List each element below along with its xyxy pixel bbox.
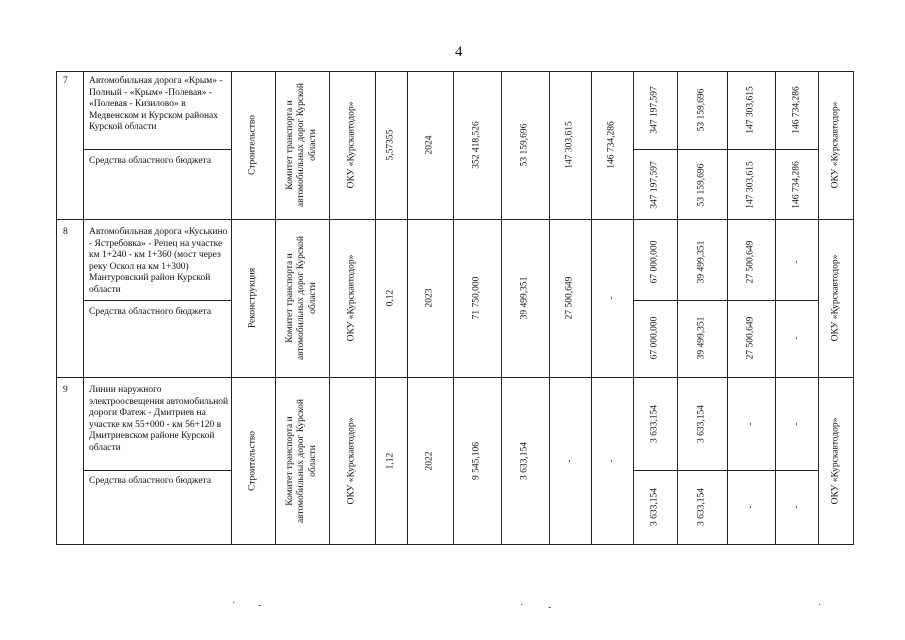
finance-y2-top: 147 303,615 — [745, 86, 756, 134]
finance-total-bottom: 67 000,000 — [649, 316, 660, 360]
work-type: Строительство — [247, 430, 258, 492]
value-2: 147 303,615 — [564, 121, 575, 169]
finance-y2-top: 27 500,649 — [745, 240, 756, 284]
owner: Комитет транспорта и автомобильных дорог Курской области — [284, 235, 318, 361]
finance-y2-bottom: - — [745, 505, 756, 509]
value-1: 39 499,351 — [519, 276, 530, 320]
finance-y3-top: 146 734,286 — [791, 86, 802, 134]
finance-total-top: 3 633,154 — [649, 405, 660, 443]
finance-y3-bottom: 146 734,286 — [791, 161, 802, 209]
finance-y1-top: 39 499,351 — [696, 240, 707, 284]
finance-y1-bottom: 39 499,351 — [696, 316, 707, 360]
value-1: 3 633,154 — [519, 442, 530, 480]
scan-speck: ‐ — [548, 602, 552, 613]
objects-table — [56, 71, 854, 545]
object-name: Автомобильная дорога «Куськино - Ястребовка» - Репец на участке км 1+240 - км 1+360 (мост через реку Оскол на км 1+300) Мантуровский район Курской области — [89, 227, 228, 295]
value-2: 27 500,649 — [564, 276, 575, 320]
year: 2024 — [424, 135, 435, 155]
finance-y3-top: - — [791, 260, 802, 264]
owner: Комитет транспорта и автомобильных дорог Курской области — [284, 82, 318, 208]
finance-total-bottom: 3 633,154 — [649, 488, 660, 526]
finance-y3-top: - — [791, 422, 802, 426]
client: ОКУ «Курскавтодор» — [346, 254, 357, 342]
work-type: Строительство — [247, 114, 258, 176]
executor: ОКУ «Курскавтодор» — [830, 101, 841, 189]
funding-source: Средства областного бюджета — [89, 156, 212, 166]
length: 1,12 — [385, 452, 396, 470]
funding-source: Средства областного бюджета — [89, 476, 212, 486]
finance-total-top: 347 197,597 — [649, 86, 660, 134]
scan-speck: · — [520, 600, 524, 611]
work-type: Реконструкция — [247, 267, 258, 329]
finance-y2-top: - — [745, 422, 756, 426]
client: ОКУ «Курскавтодор» — [346, 101, 357, 189]
total-cost: 71 750,000 — [471, 276, 482, 320]
funding-source: Средства областного бюджета — [89, 307, 212, 317]
year: 2023 — [424, 288, 435, 308]
executor: ОКУ «Курскавтодор» — [830, 417, 841, 505]
value-3: - — [606, 459, 617, 463]
row-number: 7 — [63, 76, 68, 86]
value-1: 53 159,696 — [519, 123, 530, 167]
total-cost: 352 418,526 — [471, 121, 482, 169]
finance-total-top: 67 000,000 — [649, 240, 660, 284]
row-number: 9 — [63, 385, 68, 395]
finance-y1-bottom: 53 159,696 — [696, 163, 707, 207]
length: 0,12 — [385, 289, 396, 307]
value-3: - — [606, 296, 617, 300]
finance-total-bottom: 347 197,597 — [649, 161, 660, 209]
scan-speck: ‐ — [258, 600, 262, 611]
finance-y3-bottom: - — [791, 505, 802, 509]
finance-y1-bottom: 3 633,154 — [696, 488, 707, 526]
executor: ОКУ «Курскавтодор» — [830, 254, 841, 342]
finance-y2-bottom: 147 303,615 — [745, 161, 756, 209]
object-name: Линии наружного электроосвещения автомобильной дороги Фатеж - Дмитриев на участке км 55+000 - км 56+120 в Дмитриевском районе Курской области — [89, 385, 229, 453]
client: ОКУ «Курскавтодор» — [346, 417, 357, 505]
finance-y1-top: 53 159,696 — [696, 88, 707, 132]
value-3: 146 734,286 — [606, 121, 617, 169]
total-cost: 9 545,106 — [471, 442, 482, 480]
object-name: Автомобильная дорога «Крым» - Полный - «Крым» -Полевая» - «Полевая - Кизилово» в Медвенском и Курском районах Курской области — [89, 76, 223, 133]
row-number: 8 — [63, 227, 68, 237]
page-number: 4 — [455, 44, 463, 60]
finance-y3-bottom: - — [791, 336, 802, 340]
year: 2022 — [424, 451, 435, 471]
value-2: - — [564, 459, 575, 463]
scan-speck: · — [232, 598, 236, 609]
finance-y2-bottom: 27 500,649 — [745, 316, 756, 360]
owner: Комитет транспорта и автомобильных дорог Курской области — [284, 398, 318, 524]
finance-y1-top: 3 633,154 — [696, 405, 707, 443]
length: 5,57355 — [385, 129, 396, 161]
scan-speck: · — [818, 600, 822, 611]
